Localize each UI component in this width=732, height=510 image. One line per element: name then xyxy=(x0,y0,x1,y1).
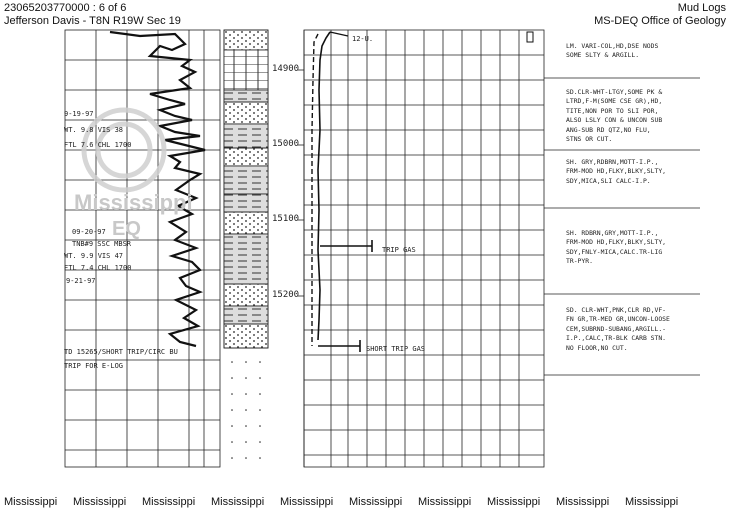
depth-ticks xyxy=(298,70,304,296)
depth-label-14900: 14900 xyxy=(272,64,300,74)
depth-label-15200: 15200 xyxy=(272,290,300,300)
background-gas-dashed xyxy=(312,34,318,346)
gas-unit-label: 12-U. xyxy=(352,35,374,43)
mud-date-3: 9-21-97 xyxy=(66,277,96,285)
mud-weight-2: WT. 9.9 VIS 47 xyxy=(64,252,124,260)
footer-item: Mississippi xyxy=(349,496,403,508)
document-id: 23065203770000 : 6 of 6 xyxy=(4,2,127,14)
well-location: Jefferson Davis - T8N R19W Sec 19 xyxy=(4,15,181,27)
gas-track-grid xyxy=(304,30,544,467)
lithology-description: SD.CLR-WHT-LTGY,SOME PK & LTRD,F-M(SOME CSE GR),HD, TITE,NON POR TO SLI POR, ALSO LSLY CON & UNCON SUB ANG-SUB RD QTZ,NO FLU, STNS OR CUT. xyxy=(566,88,663,144)
footer-item: Mississippi xyxy=(625,496,679,508)
document-title: Mud Logs xyxy=(677,2,726,14)
short-trip-gas-label: SHORT TRIP GAS xyxy=(366,345,426,353)
footer-item: Mississippi xyxy=(487,496,541,508)
mud-date-1: 9-19-97 xyxy=(64,110,94,118)
depth-label-15100: 15100 xyxy=(272,214,300,224)
total-gas-curve xyxy=(318,32,330,340)
trip-elog-note: TRIP FOR E-LOG xyxy=(64,362,124,370)
trip-gas-label: TRIP GAS xyxy=(382,246,416,254)
footer-item: Mississippi xyxy=(211,496,265,508)
footer-item: Mississippi xyxy=(4,496,58,508)
watermark-subtext: EQ xyxy=(112,218,141,240)
mud-weight-1: WT. 9.8 VIS 38 xyxy=(64,126,124,134)
mud-date-2: 09-20-97 xyxy=(72,228,106,236)
footer-watermark-strip xyxy=(0,496,732,510)
footer-item: Mississippi xyxy=(556,496,610,508)
lithology-description: SH. GRY,RDBRN,MOTT-I.P., FRM-MOD HD,FLKY,BLKY,SLTY, SDY,MICA,SLI CALC-I.P. xyxy=(566,158,667,185)
lithology-description: LM. VARI-COL,HD,DSE NODS SOME SLTY & ARGILL. xyxy=(566,42,659,60)
footer-item: Mississippi xyxy=(280,496,334,508)
lithology-column xyxy=(224,30,268,348)
lithology-description: SD. CLR-WHT,PNK,CLR RD,VF- FN GR,TR-MED GR,UNCON-LOOSE CEM,SUBRND-SUBANG,ARGILL.- I.P.,CALC,TR-BLK CARB STN. NO FLOOR,NO CUT. xyxy=(566,306,670,352)
mud-filtrate-1: FTL 7.6 CHL 1700 xyxy=(64,141,132,149)
total-depth-note: TD 15265/SHORT TRIP/CIRC BU xyxy=(64,348,178,356)
watermark-text: Mississippi xyxy=(74,190,193,215)
mud-filtrate-2: FTL 7.4 CHL 1700 xyxy=(64,264,132,272)
footer-item: Mississippi xyxy=(418,496,472,508)
depth-label-15000: 15000 xyxy=(272,139,300,149)
agency-name: MS-DEQ Office of Geology xyxy=(594,15,726,27)
footer-item: Mississippi xyxy=(142,496,196,508)
footer-item: Mississippi xyxy=(73,496,127,508)
bit-info: TNB#9 SSC MBSR xyxy=(72,240,132,248)
lithology-dots xyxy=(231,361,261,459)
lithology-description: SH. RDBRN,GRY,MOTT-I.P., FRM-MOD HD,FLKY,BLKY,SLTY, SDY,FNLY-MICA,CALC.TR-LIG TR-PYR. xyxy=(566,229,667,266)
